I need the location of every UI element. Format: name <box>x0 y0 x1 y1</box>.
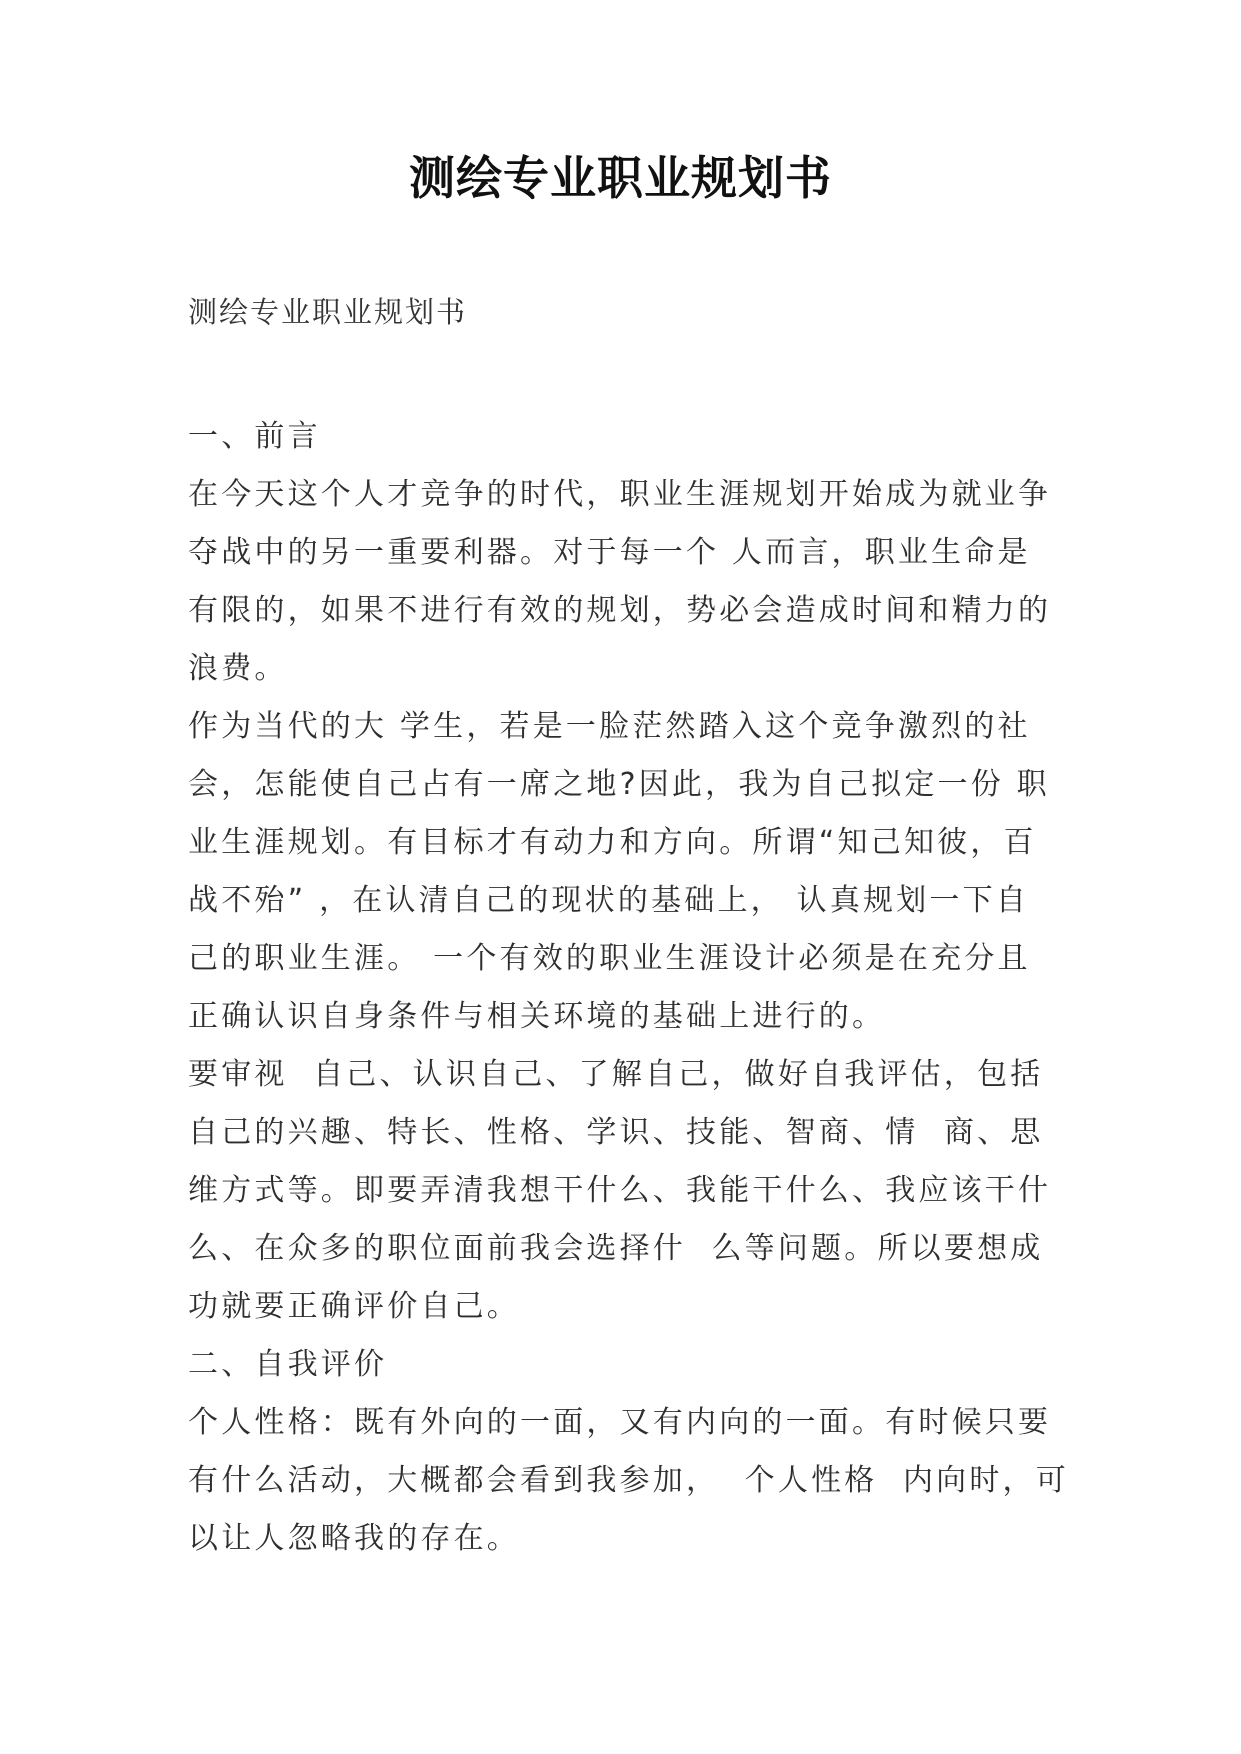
paragraph-line: 有什么活动，大概都会看到我参加， 个人性格 内向时，可 <box>188 1463 1069 1498</box>
document-title: 测绘专业职业规划书 <box>409 151 832 205</box>
section-heading: 一、前言 <box>188 419 321 454</box>
paragraph-line: 战不殆” ，在认清自己的现状的基础上， 认真规划一下自 <box>188 883 1030 918</box>
paragraph-line: 以让人忽略我的存在。 <box>188 1521 520 1556</box>
paragraph-line: 要审视 自己、认识自己、了解自己，做好自我评估，包括 <box>188 1057 1044 1092</box>
paragraph-line: 正确认识自身条件与相关环境的基础上进行的。 <box>188 999 886 1034</box>
paragraph-line: 业生涯规划。有目标才有动力和方向。所谓“知己知彼，百 <box>188 825 1037 860</box>
paragraph-line: 功就要正确评价自己。 <box>188 1289 520 1324</box>
paragraph-line: 夺战中的另一重要利器。对于每一个 人而言，职业生命是 <box>188 535 1031 570</box>
paragraph-line: 己的职业生涯。 一个有效的职业生涯设计必须是在充分且 <box>188 941 1031 976</box>
document-subtitle: 测绘专业职业规划书 <box>188 295 468 329</box>
paragraph-line: 维方式等。即要弄清我想干什么、我能干什么、我应该干什 <box>188 1173 1052 1208</box>
paragraph-line: 浪费。 <box>188 651 288 686</box>
paragraph-line: 个人性格：既有外向的一面，又有内向的一面。有时候只要 <box>188 1405 1052 1440</box>
paragraph-line: 作为当代的大 学生，若是一脸茫然踏入这个竞争激烈的社 <box>188 709 1031 744</box>
paragraph-line: 有限的，如果不进行有效的规划，势必会造成时间和精力的 <box>188 593 1052 628</box>
paragraph-line: 自己的兴趣、特长、性格、学识、技能、智商、情 商、思 <box>188 1115 1044 1150</box>
paragraph-line: 么、在众多的职位面前我会选择什 么等问题。所以要想成 <box>188 1231 1044 1266</box>
paragraph-line: 在今天这个人才竞争的时代，职业生涯规划开始成为就业争 <box>188 477 1052 512</box>
section-heading: 二、自我评价 <box>188 1347 388 1382</box>
document-body <box>188 408 1069 1568</box>
paragraph-line: 会，怎能使自己占有一席之地?因此，我为自己拟定一份 职 <box>188 767 1050 802</box>
